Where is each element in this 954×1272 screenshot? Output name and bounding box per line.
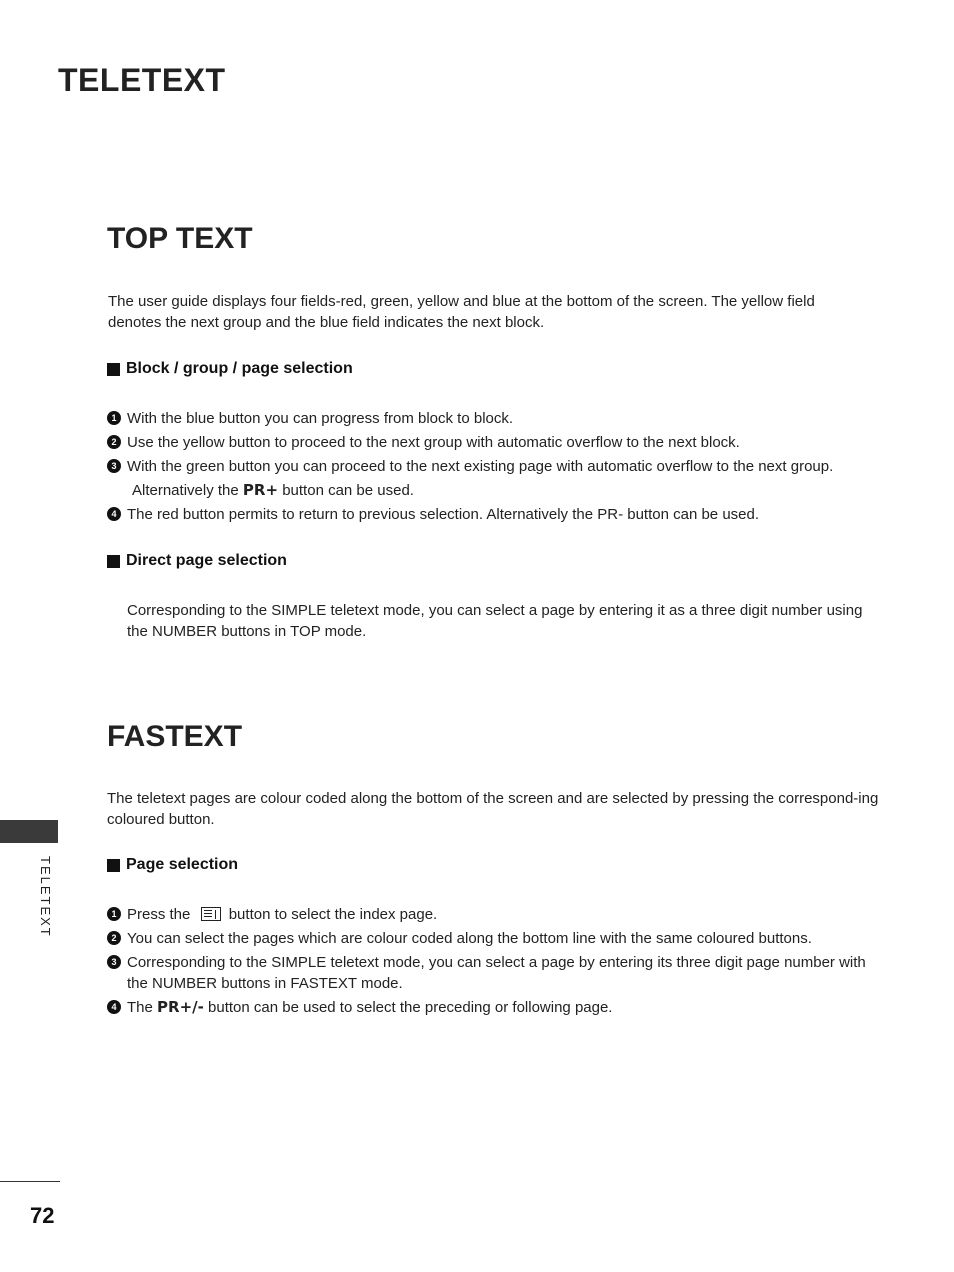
square-bullet-icon (107, 859, 120, 872)
list-item (107, 928, 887, 949)
item4-before: The (127, 999, 153, 1016)
top-text-title: TOP TEXT (107, 222, 253, 255)
list-item-text: With the blue button you can progress from block to block. (127, 410, 514, 427)
list-item-text: Corresponding to the SIMPLE teletext mode, you can select a page by entering its three digit page number with the NUMBER buttons in FASTEXT mode. (127, 954, 866, 992)
list-item-text: You can select the pages which are colour coded along the bottom line with the same coloured buttons. (127, 930, 812, 947)
page-number: 72 (30, 1203, 55, 1228)
side-tab-marker (0, 820, 58, 843)
direct-page-heading (107, 552, 287, 570)
list-item-text: The red button permits to return to previous selection. Alternatively the PR- button can be used. (127, 506, 760, 523)
item3-cont-after: button can be used. (282, 482, 414, 499)
block-heading-label: Block / group / page selection (126, 360, 353, 377)
list-item (107, 997, 887, 1018)
pr-plus-label: PR+ (242, 481, 279, 499)
number-4-icon: 4 (107, 1000, 121, 1014)
number-2-icon: 2 (107, 435, 121, 449)
page-header-title: TELETEXT (58, 62, 226, 98)
list-item-text: With the green button you can proceed to the next existing page with automatic overflow to the next group. (127, 458, 834, 475)
top-text-intro: The user guide displays four fields-red, green, yellow and blue at the bottom of the screen. The yellow field denotes the next group and the blue field indicates the next block. (108, 293, 815, 331)
page-selection-heading (107, 856, 238, 874)
item4-after: button can be used to select the preceding or following page. (208, 999, 613, 1016)
square-bullet-icon (107, 555, 120, 568)
number-4-icon: 4 (107, 507, 121, 521)
square-bullet-icon (107, 363, 120, 376)
number-3-icon: 3 (107, 459, 121, 473)
item3-cont-before: Alternatively the (132, 482, 239, 499)
direct-heading-label: Direct page selection (126, 552, 287, 569)
list-item (107, 952, 867, 994)
footer-divider (0, 1181, 60, 1182)
block-group-page-heading (107, 360, 353, 378)
list-item (107, 432, 887, 453)
fastext-title: FASTEXT (107, 720, 243, 753)
list-item (107, 504, 887, 525)
page-selection-label: Page selection (126, 856, 239, 873)
fastext-intro: The teletext pages are colour coded along the bottom of the screen and are selected by pressing the correspond-ing coloured button. (107, 790, 879, 828)
list-item (107, 904, 887, 925)
side-section-label: TELETEXT (38, 856, 53, 938)
item1-after: button to select the index page. (228, 906, 438, 923)
pr-plus-minus-label: PR+/- (157, 998, 204, 1016)
list-item (107, 456, 897, 477)
number-1-icon: 1 (107, 907, 121, 921)
list-item (107, 408, 887, 429)
list-item-text: Use the yellow button to proceed to the next group with automatic overflow to the next block. (127, 434, 740, 451)
index-page-icon (201, 907, 221, 921)
number-3-icon: 3 (107, 955, 121, 969)
item1-before: Press the (127, 906, 191, 923)
direct-page-text: Corresponding to the SIMPLE teletext mode, you can select a page by entering it as a three digit number using the NUMBER buttons in TOP mode. (127, 602, 863, 640)
number-2-icon: 2 (107, 931, 121, 945)
list-item-continuation (132, 480, 832, 501)
number-1-icon: 1 (107, 411, 121, 425)
